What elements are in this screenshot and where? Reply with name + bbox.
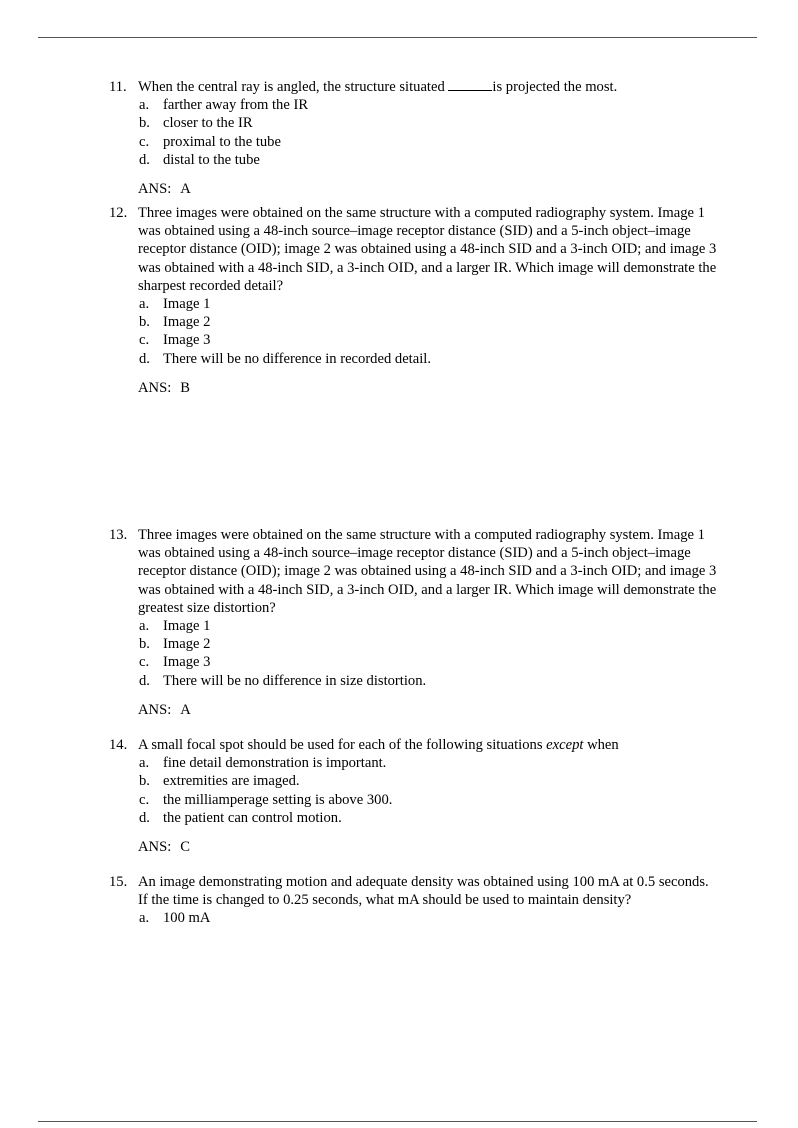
option-d <box>0 672 798 690</box>
option-text: proximal to the tube <box>163 133 281 150</box>
option-letter: a. <box>139 910 150 927</box>
header-rule <box>38 37 757 38</box>
stem-text-after: when <box>583 737 619 753</box>
answer-line <box>0 379 798 397</box>
option-text: Image 1 <box>163 296 211 313</box>
question-number: 12. <box>109 205 128 221</box>
option-letter: b. <box>139 636 150 653</box>
question-12 <box>0 204 798 397</box>
option-text: Image 2 <box>163 314 211 331</box>
option-text: Image 1 <box>163 618 211 635</box>
option-letter: c. <box>139 791 150 808</box>
answer-label: ANS: <box>138 701 172 718</box>
stem-text: Three images were obtained on the same structure with a computed radiography system. Image 1 was obtained using a 48-inch source–image receptor distance (SID) and a 5-inch object–image receptor distance (OID); image 2 was obtained using a 48-inch SID and a 3-inch OID; and image 3 was obtained with a 48-inch SID, a 3-inch OID, and a larger IR. Which image will demonstrate the sharpest recorded detail? <box>138 205 717 294</box>
question-number: 13. <box>109 527 128 543</box>
option-a <box>0 96 798 114</box>
option-text: Image 3 <box>163 332 211 349</box>
stem-text-before: A small focal spot should be used for each of the following situations <box>138 737 547 753</box>
option-b <box>0 635 798 653</box>
answer-value: B <box>180 379 190 396</box>
answer-blank <box>448 79 492 91</box>
option-text: extremities are imaged. <box>163 773 300 790</box>
option-letter: d. <box>139 672 150 689</box>
answer-line <box>0 838 798 856</box>
question-14 <box>0 736 798 856</box>
option-text: distal to the tube <box>163 151 260 168</box>
question-number: 15. <box>109 874 128 890</box>
option-c <box>0 331 798 349</box>
option-text: the milliamperage setting is above 300. <box>163 791 393 808</box>
option-b <box>0 313 798 331</box>
question-stem <box>0 526 718 617</box>
option-a <box>0 754 798 772</box>
option-b <box>0 114 798 132</box>
option-d <box>0 151 798 169</box>
option-a <box>0 617 798 635</box>
answer-value: C <box>180 839 190 856</box>
option-c <box>0 653 798 671</box>
option-letter: a. <box>139 296 150 313</box>
stem-text: An image demonstrating motion and adequate density was obtained using 100 mA at 0.5 seconds. If the time is changed to 0.25 seconds, what mA should be used to maintain density? <box>138 874 709 909</box>
answer-value: A <box>180 181 191 198</box>
stem-text-after: is projected the most. <box>492 79 618 95</box>
question-number: 14. <box>109 737 128 753</box>
question-stem <box>0 78 718 96</box>
option-letter: b. <box>139 115 150 132</box>
answer-label: ANS: <box>138 181 172 198</box>
option-letter: a. <box>139 97 150 114</box>
question-stem <box>0 736 718 754</box>
question-11 <box>0 78 798 198</box>
option-letter: b. <box>139 314 150 331</box>
option-letter: d. <box>139 151 150 168</box>
answer-line <box>0 180 798 198</box>
stem-text-before: When the central ray is angled, the structure situated <box>138 79 449 95</box>
answer-label: ANS: <box>138 839 172 856</box>
option-letter: d. <box>139 350 150 367</box>
option-a <box>0 909 798 927</box>
option-letter: c. <box>139 332 150 349</box>
option-text: closer to the IR <box>163 115 253 132</box>
option-letter: c. <box>139 133 150 150</box>
option-d <box>0 809 798 827</box>
question-15 <box>0 873 798 928</box>
stem-text-italic: except <box>546 737 584 753</box>
option-letter: a. <box>139 755 150 772</box>
option-letter: a. <box>139 618 150 635</box>
stem-text: Three images were obtained on the same structure with a computed radiography system. Image 1 was obtained using a 48-inch source–image receptor distance (SID) and a 5-inch object–image receptor distance (OID); image 2 was obtained using a 48-inch SID and a 3-inch OID; and image 3 was obtained with a 48-inch SID, a 3-inch OID, and a larger IR. Which image will demonstrate the greatest size distortion? <box>138 527 717 616</box>
option-a <box>0 295 798 313</box>
option-b <box>0 772 798 790</box>
answer-line <box>0 701 798 719</box>
option-letter: b. <box>139 773 150 790</box>
option-letter: d. <box>139 809 150 826</box>
option-text: 100 mA <box>163 910 211 927</box>
option-text: Image 3 <box>163 654 211 671</box>
option-text: There will be no difference in recorded detail. <box>163 350 431 367</box>
option-d <box>0 350 798 368</box>
option-c <box>0 791 798 809</box>
question-stem <box>0 204 718 295</box>
answer-label: ANS: <box>138 379 172 396</box>
footer-rule <box>38 1121 757 1122</box>
question-13 <box>0 526 798 719</box>
option-text: fine detail demonstration is important. <box>163 755 387 772</box>
option-text: Image 2 <box>163 636 211 653</box>
option-text: farther away from the IR <box>163 97 309 114</box>
option-letter: c. <box>139 654 150 671</box>
question-stem <box>0 873 718 909</box>
option-text: the patient can control motion. <box>163 809 342 826</box>
option-text: There will be no difference in size distortion. <box>163 672 427 689</box>
question-number: 11. <box>109 79 127 95</box>
answer-value: A <box>180 701 191 718</box>
option-c <box>0 133 798 151</box>
